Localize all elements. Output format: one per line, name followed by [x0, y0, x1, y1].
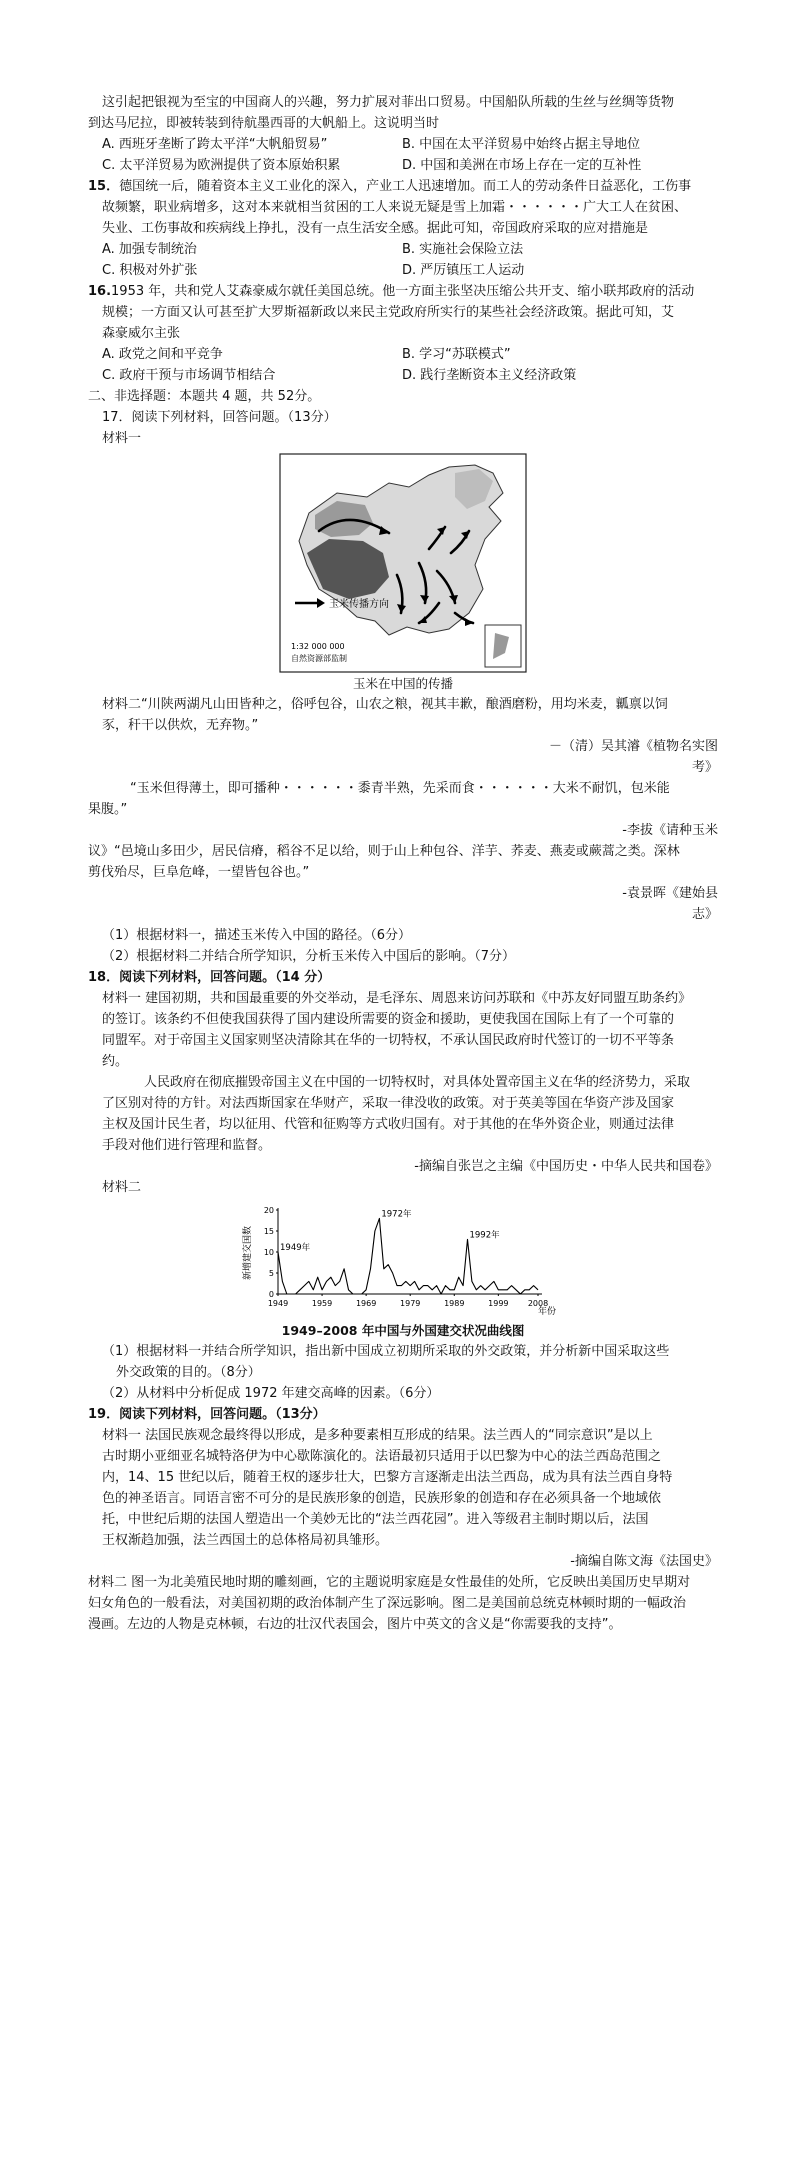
q16-option-a: A. 政党之间和平竞争	[102, 347, 223, 362]
q18-material1-line: 主权及国计民生者，均以征用、代管和征购等方式收归国有。对于其他的在华外资企业，则通过法律	[102, 1117, 675, 1132]
q17-source: 考》	[691, 760, 718, 775]
q16-text-line: 规模；一方面又认可甚至扩大罗斯福新政以来民主党政府所实行的某些社会经济政策。据此可知，艾	[102, 305, 675, 320]
map-legend-label: 玉米传播方向	[329, 599, 389, 610]
chart-caption: 1949–2008 年中国与外国建交状况曲线图	[281, 1323, 525, 1338]
q16-option-c: C. 政府干预与市场调节相结合	[102, 368, 276, 383]
q19-material1-line: 托，中世纪后期的法国人塑造出一个美妙无比的“法兰西花园”。进入等级君主制时期以后，法国	[102, 1512, 649, 1527]
q16-options-row	[88, 344, 718, 365]
q15-options-row	[88, 239, 718, 260]
q17-quote-line: 果腹。”	[88, 802, 128, 817]
q14-option-b: B. 中国在太平洋贸易中始终占据主导地位	[402, 137, 641, 152]
chart-x-tick-label: 1989	[444, 1299, 465, 1308]
chart-x-label: 年份	[538, 1307, 557, 1317]
chart-x-tick-label: 1959	[311, 1299, 333, 1308]
q18-subquestion: 外交政策的目的。（8分）	[116, 1365, 261, 1380]
chart-y-tick-label: 20	[263, 1206, 274, 1215]
q18-title: 18．阅读下列材料，回答问题。（14 分）	[88, 970, 331, 985]
q19-title: 19．阅读下列材料，回答问题。（13分）	[88, 1407, 326, 1422]
q17-material2-line: 材料二“川陕两湖凡山田皆种之，俗呼包谷，山农之粮，视其丰歉，酿酒磨粉，用均米麦，瓤禀以饲	[102, 697, 668, 712]
chart-x-tick-label: 1949	[267, 1299, 289, 1308]
chart-x-tick-label: 2008	[527, 1299, 549, 1308]
q17-material1-label: 材料一	[102, 431, 142, 446]
q15-text-line: 失业、工伤事故和疾病线上挣扎，没有一点生活安全感。据此可知，帝国政府采取的应对措施是	[102, 221, 649, 236]
q19-material1-line: 王权渐趋加强，法兰西国土的总体格局初具雏形。	[102, 1533, 389, 1548]
q14-option-c: C. 太平洋贸易为欧洲提供了资本原始积累	[102, 158, 341, 173]
q18-material1-line: 材料一 建国初期，共和国最重要的外交举动，是毛泽东、周恩来访问苏联和《中苏友好同盟互助条约》	[102, 991, 692, 1006]
chart-y-tick-label: 10	[263, 1248, 274, 1257]
q17-source: 志》	[691, 907, 718, 922]
q17-title: 17．阅读下列材料，回答问题。（13分）	[102, 410, 337, 425]
chart-x-tick-label: 1969	[355, 1299, 377, 1308]
q14-text-line: 这引起把银视为至宝的中国商人的兴趣，努力扩展对菲出口贸易。中国船队所载的生丝与丝绸等货物	[102, 95, 675, 110]
q17-source: -袁景晖《建始县	[622, 886, 718, 901]
q16-options-row	[88, 365, 718, 386]
diplomatic-relations-chart	[238, 1202, 568, 1320]
q16-option-d: D. 践行垄断资本主义经济政策	[402, 368, 577, 383]
q18-material1-line: 手段对他们进行管理和监督。	[102, 1138, 272, 1153]
q18-source: -摘编自张岂之主编《中国历史・中华人民共和国卷》	[414, 1159, 718, 1174]
q14-options-row	[88, 155, 718, 176]
q14-text-line: 到达马尼拉，即被转装到待航墨西哥的大帆船上。这说明当时	[88, 116, 440, 131]
q15-number: 15．	[88, 179, 120, 194]
q14-option-d: D. 中国和美洲在市场上存在一定的互补性	[402, 158, 642, 173]
q19-material1-line: 色的神圣语言。同语言密不可分的是民族形象的创造，民族形象的创造和存在必须具备一个地域依	[102, 1491, 662, 1506]
map-source-label: 自然资源部监制	[291, 654, 347, 663]
q16-number: 16.	[88, 284, 112, 299]
q17-source: －（清）吴其濬《植物名实图	[548, 739, 718, 754]
q18-material1-line: 的签订。该条约不但使我国获得了国内建设所需要的资金和援助，更使我国在国际上有了一个可靠的	[102, 1012, 675, 1027]
q19-material2-line: 妇女角色的一般看法，对美国初期的政治体制产生了深远影响。图二是美国前总统克林顿时期的一幅政治	[88, 1596, 687, 1611]
chart-annotation: 1992年	[469, 1230, 500, 1241]
q19-material2-line: 材料二 图一为北美殖民地时期的雕刻画，它的主题说明家庭是女性最佳的处所，它反映出美国历史早期对	[88, 1575, 691, 1590]
q16-option-b: B. 学习“苏联模式”	[402, 347, 511, 362]
q19-material1-line: 古时期小亚细亚名城特洛伊为中心歇陈演化的。法语最初只适用于以巴黎为中心的法兰西岛范围之	[102, 1449, 662, 1464]
q19-material1-line: 内，14、15 世纪以后，随着王权的逐步壮大，巴黎方言逐渐走出法兰西岛，成为具有法兰西自身特	[102, 1470, 673, 1485]
q14-option-a: A. 西班牙垄断了跨太平洋“大帆船贸易”	[102, 137, 328, 152]
q15-option-c: C. 积极对外扩张	[102, 263, 198, 278]
q17-quote-line: 议》“邑境山多田少，居民信瘠，稻谷不足以给，则于山上种包谷、洋芋、荞麦、燕麦或蕨蒿之类。深林	[88, 844, 680, 859]
q17-subquestion: （2）根据材料二并结合所学知识，分析玉米传入中国后的影响。（7分）	[102, 949, 516, 964]
q17-subquestion: （1）根据材料一，描述玉米传入中国的路径。（6分）	[102, 928, 412, 943]
document-body	[88, 92, 718, 1635]
q14-options-row	[88, 134, 718, 155]
q17-source: -李拔《请种玉米	[622, 823, 718, 838]
q19-source: -摘编自陈文海《法国史》	[570, 1554, 718, 1569]
chart-x-tick-label: 1979	[400, 1299, 421, 1308]
q15-stem	[88, 176, 718, 197]
map-scale-label: 1:32 000 000	[291, 642, 345, 651]
q15-option-b: B. 实施社会保险立法	[402, 242, 524, 257]
q15-options-row	[88, 260, 718, 281]
q15-text-line: 故频繁，职业病增多，这对本来就相当贫困的工人来说无疑是雪上加霜・・・・・・广大工人在贫困、	[102, 200, 688, 215]
chart-y-tick-label: 0	[268, 1290, 274, 1299]
q17-quote-line: 剪伐殆尽，巨阜危峰，一望皆包谷也。”	[88, 865, 310, 880]
q18-material1-line: 了区别对待的方针。对法西斯国家在华财产，采取一律没收的政策。对于英美等国在华资产涉及国家	[102, 1096, 675, 1111]
q15-option-d: D. 严厉镇压工人运动	[402, 263, 525, 278]
chart-y-tick-label: 15	[263, 1227, 274, 1236]
q18-material2-label: 材料二	[102, 1180, 142, 1195]
q18-material1-line: 约。	[102, 1054, 129, 1069]
q16-text-line: 森豪威尔主张	[102, 326, 181, 341]
q16-text: 1953 年，共和党人艾森豪威尔就任美国总统。他一方面主张坚决压缩公共开支、缩小联邦政府的活动	[111, 284, 695, 299]
chart-y-tick-label: 5	[268, 1269, 274, 1278]
section-heading: 二、非选择题：本题共 4 题，共 52分。	[88, 389, 321, 404]
q19-material1-line: 材料一 法国民族观念最终得以形成，是多种要素相互形成的结果。法兰西人的“同宗意识”是以上	[102, 1428, 653, 1443]
corn-spread-map	[279, 453, 527, 673]
q17-material2-line: 豕，秆干以供炊，无弃物。”	[102, 718, 259, 733]
q15-text: 德国统一后，随着资本主义工业化的深入，产业工人迅速增加。而工人的劳动条件日益恶化，工伤事	[119, 179, 692, 194]
chart-x-tick-label: 1999	[488, 1299, 509, 1308]
q18-material1-line: 人民政府在彻底摧毁帝国主义在中国的一切特权时，对具体处置帝国主义在华的经济势力，采取	[144, 1075, 691, 1090]
chart-annotation: 1949年	[280, 1243, 311, 1253]
chart-y-label: 新增建交国数	[243, 1225, 253, 1280]
chart-annotation: 1972年	[381, 1209, 412, 1220]
q17-quote-line: “玉米但得薄土，即可播种・・・・・・黍青半熟，先采而食・・・・・・大米不耐饥，包米能	[130, 781, 670, 796]
q15-option-a: A. 加强专制统治	[102, 242, 197, 257]
map-caption: 玉米在中国的传播	[352, 676, 453, 691]
q16-stem	[88, 281, 718, 302]
q18-material1-line: 同盟军。对于帝国主义国家则坚决清除其在华的一切特权，不承认国民政府时代签订的一切不平等条	[102, 1033, 675, 1048]
q18-subquestion: （2）从材料中分析促成 1972 年建交高峰的因素。（6分）	[102, 1386, 440, 1401]
q19-material2-line: 漫画。左边的人物是克林顿，右边的壮汉代表国会，图片中英文的含义是“你需要我的支持”。	[88, 1617, 622, 1632]
q18-subquestion: （1）根据材料一并结合所学知识，指出新中国成立初期所采取的外交政策，并分析新中国采取这些	[102, 1344, 670, 1359]
